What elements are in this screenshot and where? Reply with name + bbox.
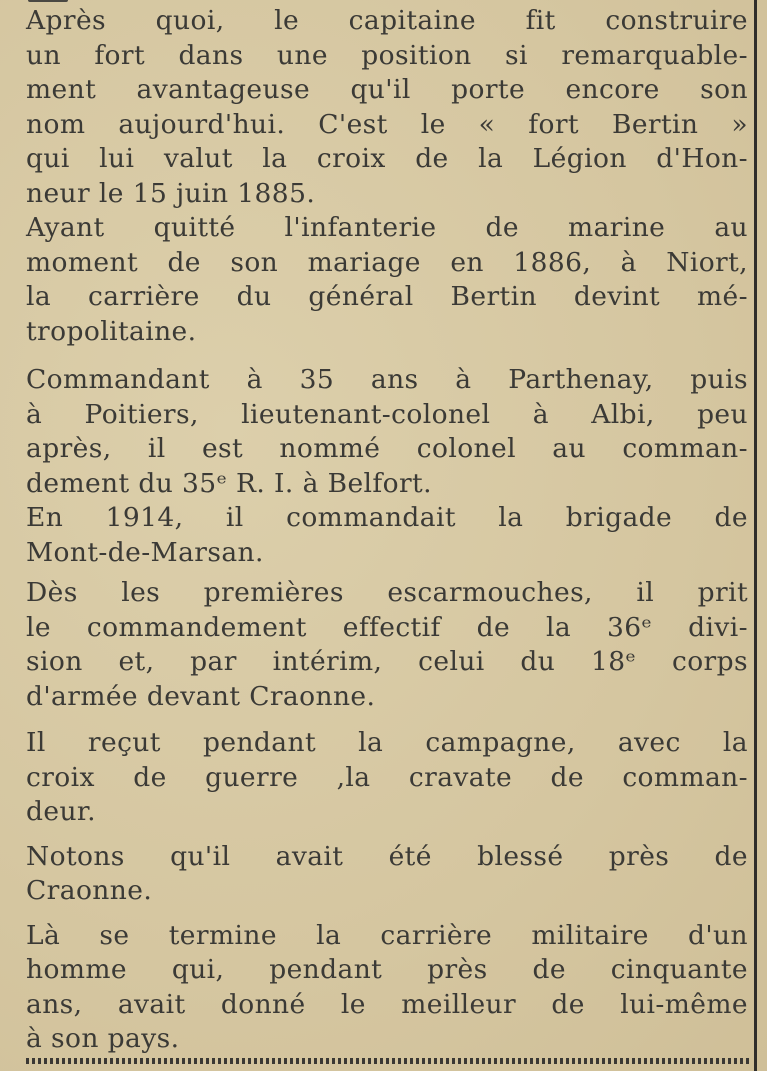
paragraph-fort-bertin [26,4,748,211]
text-line: le commandement effectif de la 36ᵉ divi- [26,611,748,643]
paragraph-decorations [26,726,748,830]
text-line: moment de son mariage en 1886, à Niort, [26,246,748,278]
text-line: homme qui, pendant près de cinquante [26,954,748,985]
text-line: ment avantageuse qu'il porte encore son [26,74,748,105]
text-line: Craonne. [26,875,153,906]
column-divider-rule [754,0,757,1071]
text-line: après, il est nommé colonel au comman- [26,433,748,464]
text-line: Dès les premières escarmouches, il prit [26,577,748,608]
text-line: croix de guerre ,la cravate de comman- [26,761,748,793]
paragraph-escarmouches [26,576,748,714]
paragraph-career [26,211,748,349]
text-line: neur le 15 juin 1885. [26,177,316,209]
bottom-dotted-rule [26,1058,750,1064]
text-line: dement du 35ᵉ R. I. à Belfort. [26,467,432,499]
text-line: un fort dans une position si remarquable- [26,39,748,71]
text-line: En 1914, il commandait la brigade de [26,502,748,533]
article-column [26,0,748,1057]
text-line: Là se termine la carrière militaire d'un [26,919,748,951]
text-line: Ayant quitté l'infanterie de marine au [26,212,748,243]
text-line: à son pays. [26,1023,180,1054]
text-line: deur. [26,796,96,827]
paragraph-blesse [26,840,748,909]
paragraph-1914 [26,501,748,570]
text-line: Mont-de-Marsan. [26,536,264,568]
text-line: ans, avait donné le meilleur de lui-même [26,988,748,1020]
paragraph-conclusion [26,919,748,1057]
text-line: Notons qu'il avait été blessé près de [26,840,748,872]
text-line: qui lui valut la croix de la Légion d'Hon- [26,143,748,174]
text-line: Commandant à 35 ans à Parthenay, puis [26,364,748,395]
text-line: Il reçut pendant la campagne, avec la [26,727,748,758]
text-line: sion et, par intérim, celui du 18ᵉ corps [26,646,748,677]
text-line: nom aujourd'hui. C'est le « fort Bertin » [26,108,748,140]
text-line: à Poitiers, lieutenant-colonel à Albi, peu [26,398,748,430]
text-line: Après quoi, le capitaine fit construire [26,5,748,36]
text-line: d'armée devant Craonne. [26,680,376,712]
paragraph-commands [26,363,748,501]
text-line: tropolitaine. [26,315,197,347]
text-line: la carrière du général Bertin devint mé- [26,281,748,312]
